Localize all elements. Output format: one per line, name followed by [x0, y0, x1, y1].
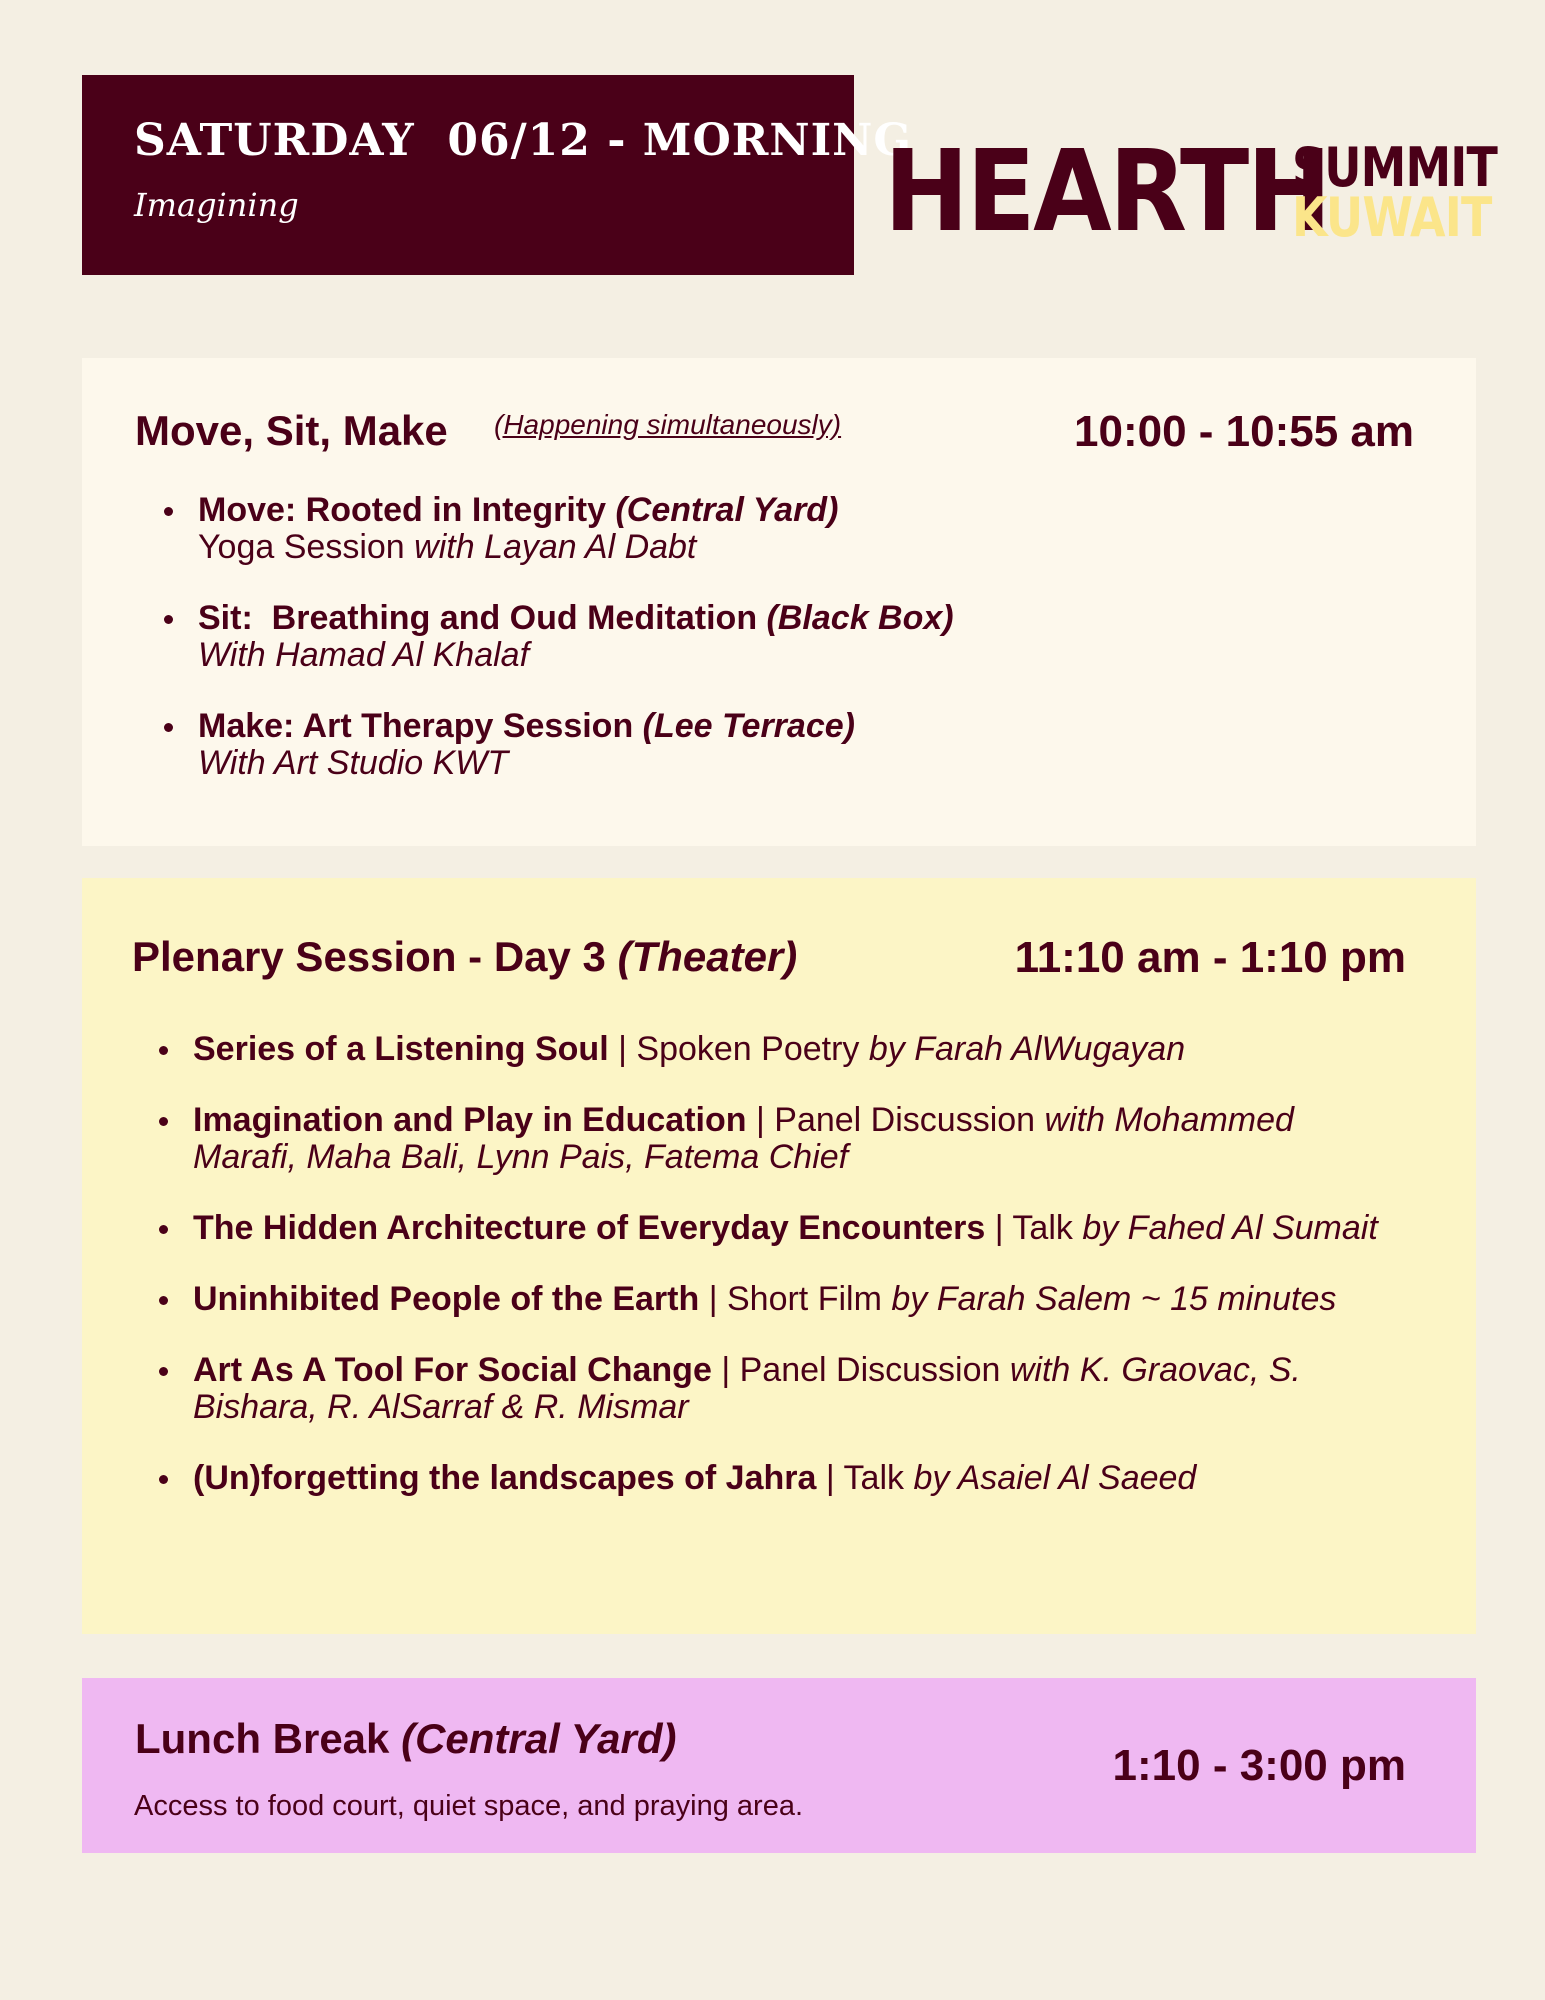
- logo-hearth: HEARTH: [884, 125, 1330, 257]
- session-items: [193, 1031, 1423, 1531]
- list-item: [193, 1281, 1423, 1318]
- session-note: (Happening simultaneously): [494, 409, 842, 440]
- session-plenary: [82, 878, 1476, 1634]
- item-presenter: with Mohammed Marafi, Maha Bali, Lynn Pais, Fatema Chief: [193, 1101, 1294, 1176]
- list-item: [198, 600, 1298, 674]
- item-location: (Black Box): [766, 599, 954, 637]
- item-kind: Talk: [1012, 1209, 1073, 1247]
- list-item: [193, 1352, 1423, 1426]
- item-separator: |: [994, 1209, 1004, 1247]
- session-location: (Theater): [617, 933, 798, 980]
- session-time: 11:10 am - 1:10 pm: [1014, 933, 1406, 982]
- item-title: Move: Rooted in Integrity: [198, 491, 606, 529]
- list-item: [198, 708, 1298, 782]
- session-description: Access to food court, quiet space, and praying area.: [134, 1790, 804, 1822]
- item-title: Imagination and Play in Education: [193, 1101, 747, 1139]
- item-location: (Lee Terrace): [642, 707, 855, 745]
- item-separator: |: [708, 1280, 718, 1318]
- item-title: The Hidden Architecture of Everyday Encounters: [193, 1209, 986, 1247]
- session-title: [132, 933, 798, 980]
- session-title: [135, 407, 448, 454]
- session-title-text: Plenary Session - Day 3: [132, 933, 606, 980]
- list-item: [193, 1102, 1423, 1176]
- session-lunch-break: [82, 1678, 1476, 1853]
- item-title: Series of a Listening Soul: [193, 1030, 609, 1068]
- item-presenter: by Farah Salem ~ 15 minutes: [891, 1280, 1337, 1318]
- session-title-text: Move, Sit, Make: [135, 407, 448, 454]
- hearth-summit-logo: [884, 125, 1497, 257]
- item-title: Make: Art Therapy Session: [198, 707, 634, 745]
- session-items: [198, 492, 1298, 816]
- session-time: 10:00 - 10:55 am: [1074, 407, 1414, 456]
- item-title: Sit: Breathing and Oud Meditation: [198, 599, 758, 637]
- session-title: [135, 1715, 677, 1762]
- session-time: 1:10 - 3:00 pm: [1112, 1741, 1406, 1790]
- item-title: (Un)forgetting the landscapes of Jahra: [193, 1459, 817, 1497]
- item-kind: Short Film: [726, 1280, 882, 1318]
- item-kind: Spoken Poetry: [636, 1030, 860, 1068]
- item-presenter: by Asaiel Al Saeed: [913, 1459, 1197, 1497]
- item-presenter: With Art Studio KWT: [198, 744, 509, 782]
- item-separator: |: [721, 1351, 731, 1389]
- item-kind: Yoga Session: [198, 528, 405, 566]
- day-banner: [82, 75, 912, 275]
- item-presenter: with Layan Al Dabt: [414, 528, 697, 566]
- item-kind: Panel Discussion: [774, 1101, 1036, 1139]
- list-item: [193, 1210, 1423, 1247]
- item-separator: |: [755, 1101, 765, 1139]
- list-item: [193, 1460, 1423, 1497]
- item-location: (Central Yard): [615, 491, 839, 529]
- logo-summit: SUMMIT: [1292, 136, 1497, 199]
- item-separator: |: [825, 1459, 835, 1497]
- item-kind: Panel Discussion: [739, 1351, 1001, 1389]
- item-title: Art As A Tool For Social Change: [193, 1351, 712, 1389]
- item-kind: Talk: [843, 1459, 905, 1497]
- logo-kuwait: KUWAIT: [1292, 186, 1492, 249]
- day-title: SATURDAY 06/12 - MORNING: [134, 115, 912, 166]
- item-presenter: by Farah AlWugayan: [868, 1030, 1186, 1068]
- item-separator: |: [618, 1030, 627, 1068]
- session-location: (Central Yard): [401, 1715, 677, 1762]
- item-presenter: by Fahed Al Sumait: [1082, 1209, 1378, 1247]
- item-presenter: With Hamad Al Khalaf: [198, 636, 530, 674]
- day-subtitle: Imagining: [134, 186, 299, 224]
- list-item: [198, 492, 1298, 566]
- session-move-sit-make: [82, 358, 1476, 846]
- item-presenter: with K. Graovac, S. Bishara, R. AlSarraf & R. Mismar: [193, 1351, 1301, 1426]
- session-title-text: Lunch Break: [135, 1715, 390, 1762]
- item-title: Uninhibited People of the Earth: [193, 1280, 700, 1318]
- list-item: [193, 1031, 1423, 1068]
